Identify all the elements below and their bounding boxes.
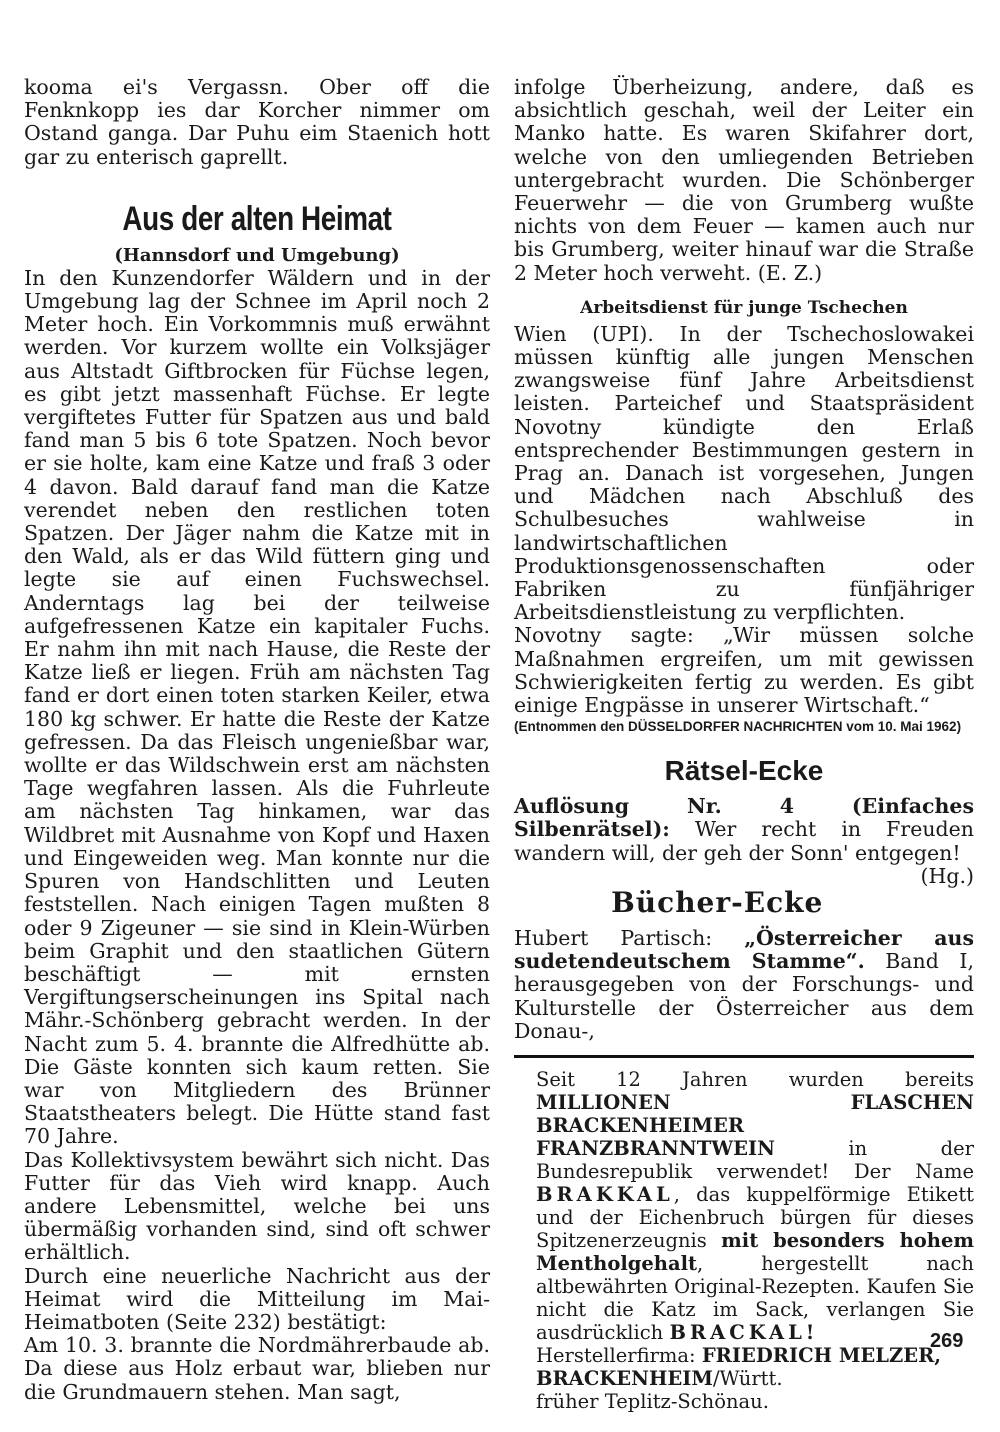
raetsel-label: Auflösung Nr. 4 (Einfaches Silbenrätsel): xyxy=(514,794,974,842)
raetsel-text: Wer recht in Freuden wandern will, der geh der Sonn' entgegen! xyxy=(514,817,974,865)
raetsel-signature: (Hg.) xyxy=(920,863,974,888)
left-column xyxy=(24,76,490,1404)
buecher-heading: Bücher-Ecke xyxy=(611,885,824,919)
article-source: (Entnommen den DÜSSELDORFER NACHRICHTEN vom 10. Mai 1962) xyxy=(514,719,962,735)
ad-text-2: in der Bundesrepublik verwendet! Der Name xyxy=(536,1136,974,1183)
article-paragraph-2: Novotny sagte: „Wir müssen solche Maßnahmen ergreifen, um mit gewissen Schwierigkeiten fertig zu werden. Es gibt einige Engpässe in unserer Wirtschaft.“ xyxy=(514,623,974,718)
paragraph-2: Das Kollektivsystem bewährt sich nicht. Das Futter für das Vieh wird knapp. Auch andere Lebensmittel, welche bei uns übermäßig vorhanden sind, sind oft schwer erhältlich. xyxy=(24,1147,490,1265)
buecher-paragraph xyxy=(514,927,974,1043)
raetsel-heading: Rätsel-Ecke xyxy=(664,755,824,787)
ad-text-1: Seit 12 Jahren wurden bereits xyxy=(536,1067,974,1091)
ad-maker xyxy=(536,1344,974,1413)
ad-brand-call: BRACKAL! xyxy=(669,1320,819,1344)
ad-body xyxy=(536,1068,974,1344)
ad-maker-label: Herstellerfirma: xyxy=(536,1343,702,1367)
ad-bold-3: mit besonders hohem Mentholgehalt xyxy=(536,1228,974,1275)
buecher-author: Hubert Partisch: xyxy=(514,925,745,950)
ad-text-4: , hergestellt nach altbewährten Original-Rezepten. Kaufen Sie nicht die Katz im Sack, verlangen Sie ausdrücklich xyxy=(536,1251,974,1344)
advertisement xyxy=(514,1068,974,1413)
ad-text-3: , das kuppelförmige Etikett und der Eichenbruch bürgen für dieses Spitzenerzeugnis xyxy=(536,1182,974,1252)
section-subheading: (Hannsdorf und Umgebung) xyxy=(114,244,400,266)
page-number: 269 xyxy=(930,1330,964,1352)
article-heading: Arbeitsdienst für junge Tschechen xyxy=(580,297,908,318)
paragraph-4: Am 10. 3. brannte die Nordmährerbaude ab. Da diese aus Holz erbaut war, blieben nur die Grundmauern stehen. Man sagt, xyxy=(24,1333,490,1404)
buecher-title: „Österreicher aus sudetendeutschem Stamme“. xyxy=(514,925,974,974)
right-column xyxy=(514,76,974,1413)
paragraph-1: In den Kunzendorfer Wäldern und in der Umgebung lag der Schnee im April noch 2 Meter hoch. Ein Vorkommnis muß erwähnt werden. Vor kurzem wollte ein Volksjäger aus Altstadt Giftbrocken für Füchse legen, es gibt jetzt massenhaft Füchse. Er legte vergiftetes Futter für Spatzen aus und bald fand man 5 bis 6 tote Spatzen. Noch bevor er sie holte, kam eine Katze und fraß 3 oder 4 davon. Bald darauf fand man die Katze verendet neben den restlichen toten Spatzen. Der Jäger nahm die Katze mit in den Wald, als er das Wild füttern ging und legte sie auf einen Fuchswechsel. Anderntags lag bei der teilweise aufgefressenen Katze ein kapitaler Fuchs. Er nahm ihn mit nach Hause, die Reste der Katze ließ er liegen. Früh am nächsten Tag fand er dort einen toten starken Keiler, etwa 180 kg schwer. Er hatte die Reste der Katze gefressen. Da das Fleisch ungenießbar war, wollte er das Wildschwein erst am nächsten Tage wegfahren lassen. Als die Fuhrleute am nächsten Tag hinkamen, war das Wildbret mit Ausnahme von Kopf und Haxen und Eingeweiden weg. Man konnte nur die Spuren von Handschlitten und Leuten feststellen. Nach einigen Tagen mußten 8 oder 9 Zigeuner — sie sind in Klein-Würben beim Graphit und den staatlichen Gütern beschäftigt — mit ernsten Vergiftungserscheinungen ins Spital nach Mähr.-Schönberg gebracht werden. In der Nacht zum 5. 4. brannte die Alfredhütte ab. Die Gäste konnten sich kaum retten. Sie war von Mitgliedern des Brünner Staatstheaters belegt. Die Hütte stand fast 70 Jahre. xyxy=(24,265,490,1149)
divider-rule xyxy=(514,1055,974,1058)
continuation-paragraph: infolge Überheizung, andere, daß es absichtlich geschah, weil der Leiter ein Manko hatte. Es waren Skifahrer dort, welche von den umliegenden Betrieben untergebracht wurden. Die Schönberger Feuerwehr — die von Grumberg wußte nichts von dem Feuer — kamen auch nur bis Grumberg, weiter hinauf war die Straße 2 Meter hoch verweht. (E. Z.) xyxy=(514,75,974,285)
raetsel-solution xyxy=(514,794,974,888)
ad-maker-former: früher Teplitz-Schönau. xyxy=(536,1389,769,1413)
ad-maker-place: /Württ. xyxy=(712,1366,783,1390)
article-paragraph-1: Wien (UPI). In der Tschechoslowakei müssen künftig alle jungen Menschen zwangsweise fünf Jahre Arbeitsdienst leisten. Parteichef und Staatspräsident Novotny kündigte den Erlaß entsprechender Bestimmungen gestern in Prag an. Danach ist vorgesehen, Jungen und Mädchen nach Abschluß des Schulbesuches wahlweise in landwirtschaftlichen Produktionsgenossenschaften oder Fabriken zu fünfjähriger Arbeitsdienstleistung zu verpflichten. xyxy=(514,321,974,625)
intro-paragraph: kooma ei's Vergassn. Ober off die Fenknkopp ies dar Korcher nimmer om Ostand ganga. Dar Puhu eim Staenich hott gar zu enterisch gaprellt. xyxy=(24,75,490,169)
ad-brand-name: BRAKKAL xyxy=(536,1182,674,1206)
ad-maker-name: FRIEDRICH MELZER, BRACKENHEIM xyxy=(536,1343,942,1390)
buecher-rest: Band I, herausgegeben von der Forschungs- und Kulturstelle der Österreicher aus dem Donau-, xyxy=(514,949,974,1043)
section-heading-heimat: Aus der alten Heimat xyxy=(122,199,392,238)
ad-bold-1: MILLIONEN FLASCHEN BRACKENHEIMER FRANZBRANNTWEIN xyxy=(536,1090,974,1160)
paragraph-3: Durch eine neuerliche Nachricht aus der Heimat wird die Mitteilung im Mai-Heimatboten (Seite 232) bestätigt: xyxy=(24,1263,490,1334)
